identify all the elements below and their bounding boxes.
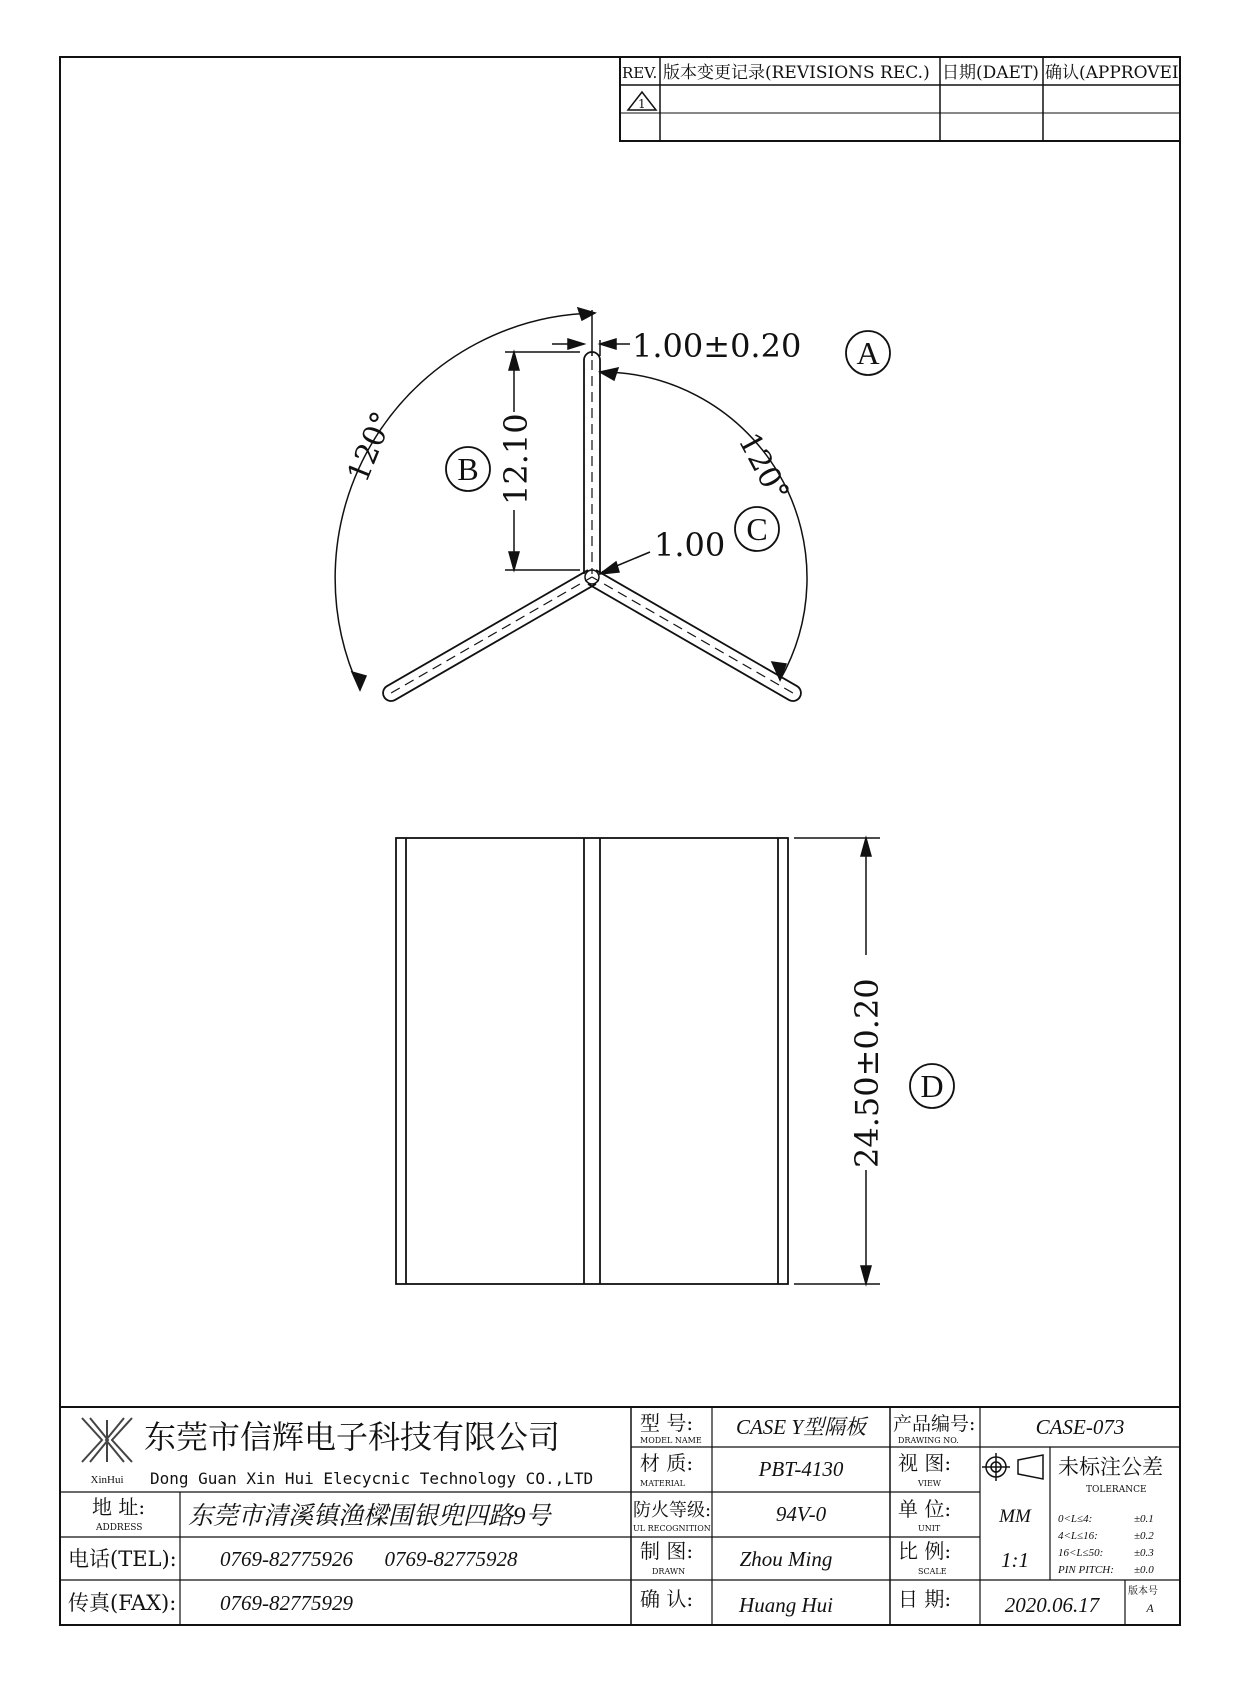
fillet-dimension [600, 552, 650, 574]
approve-label: 确 认: [640, 1587, 694, 1611]
drawing-no-label: 产品编号: [893, 1413, 976, 1435]
tel-value: 0769-82775926 0769-82775928 [220, 1547, 518, 1571]
height-label: 12.10 [497, 413, 535, 505]
svg-text:4<L≤16:: 4<L≤16: [1058, 1530, 1098, 1542]
svg-text:±0.0: ±0.0 [1134, 1564, 1154, 1576]
material-label-en: MATERIAL [640, 1479, 685, 1488]
svg-text:0<L≤4:: 0<L≤4: [1058, 1513, 1093, 1525]
svg-text:16<L≤50:: 16<L≤50: [1058, 1547, 1104, 1559]
date-value: 2020.06.17 [1004, 1593, 1100, 1617]
model-label: 型 号: [640, 1411, 694, 1435]
tolerance-label: 未标注公差 [1058, 1455, 1163, 1479]
ul-value: 94V-0 [775, 1502, 827, 1526]
angle-right-label: 120° [730, 427, 796, 508]
side-view [396, 838, 788, 1284]
tolerance-label-en: TOLERANCE [1086, 1485, 1147, 1495]
thickness-label: 1.00±0.20 [632, 327, 802, 365]
svg-text:A: A [856, 335, 880, 371]
sheet-border [60, 57, 1180, 1625]
approve-value: Huang Hui [739, 1593, 833, 1617]
svg-text:C: C [746, 511, 768, 547]
balloon-a [846, 331, 890, 375]
angle-dimensions [335, 308, 807, 690]
revisions-header: 版本变更记录(REVISIONS REC.) [663, 63, 930, 83]
unit-value: MM [999, 1506, 1031, 1527]
company-name-cn: 东莞市信辉电子科技有限公司 [144, 1418, 561, 1456]
fax-value: 0769-82775929 [220, 1591, 353, 1615]
balloon-c [735, 507, 779, 551]
address-label: 地 址: [92, 1495, 146, 1519]
drawing-no-value: CASE-073 [1035, 1415, 1125, 1439]
date-header: 日期(DAET) [942, 63, 1039, 83]
projection-symbol-icon [982, 1453, 1043, 1481]
scale-label: 比 例: [898, 1539, 952, 1563]
tel-label: 电话(TEL): [68, 1547, 177, 1571]
length-label: 24.50±0.20 [848, 978, 886, 1168]
company-logo [82, 1418, 132, 1462]
logo-text: XinHui [90, 1474, 124, 1486]
ul-label: 防火等级: [633, 1500, 712, 1521]
address-value: 东莞市清溪镇渔樑围银兜四路9号 [188, 1503, 551, 1530]
svg-text:±0.1: ±0.1 [1134, 1513, 1154, 1525]
scale-label-en: SCALE [918, 1567, 947, 1576]
y-partition-top-view [380, 352, 804, 704]
approve-header: 确认(APPROVEI [1045, 63, 1179, 83]
svg-text:D: D [920, 1068, 944, 1104]
unit-label: 单 位: [898, 1497, 952, 1521]
drawn-label: 制 图: [640, 1539, 694, 1563]
drawn-value: Zhou Ming [739, 1547, 833, 1571]
svg-text:B: B [457, 451, 479, 487]
version-value: A [1146, 1601, 1154, 1615]
rev-header: REV. [622, 64, 658, 82]
svg-text:±0.3: ±0.3 [1134, 1547, 1154, 1559]
unit-label-en: UNIT [918, 1524, 941, 1533]
material-label: 材 质: [640, 1451, 694, 1475]
svg-text:PIN PITCH:: PIN PITCH: [1058, 1564, 1114, 1576]
address-label-en: ADDRESS [96, 1523, 143, 1533]
fax-label: 传真(FAX): [68, 1591, 177, 1615]
balloon-b [446, 447, 490, 491]
fillet-label: 1.00 [654, 526, 726, 564]
material-value: PBT-4130 [758, 1457, 844, 1481]
angle-left-label: 120° [340, 406, 401, 487]
svg-text:±0.2: ±0.2 [1134, 1530, 1154, 1542]
ul-label-en: UL RECOGNITION [633, 1524, 711, 1533]
company-name-en: Dong Guan Xin Hui Elecycnic Technology CO.,LTD [150, 1469, 594, 1488]
rev-mark: 1 [638, 97, 646, 111]
model-value: CASE Y型隔板 [735, 1415, 867, 1439]
scale-value: 1:1 [1001, 1548, 1029, 1572]
thickness-dimension [552, 310, 630, 356]
tolerance-list [1057, 1513, 1154, 1576]
balloon-d [910, 1064, 954, 1108]
view-label-en: VIEW [918, 1479, 941, 1488]
date-label: 日 期: [898, 1587, 952, 1611]
drawing-no-label-en: DRAWING NO. [898, 1436, 959, 1445]
model-label-en: MODEL NAME [640, 1436, 702, 1445]
drawn-label-en: DRAWN [652, 1567, 686, 1576]
version-label: 版本号 [1128, 1586, 1158, 1597]
view-label: 视 图: [898, 1451, 952, 1475]
